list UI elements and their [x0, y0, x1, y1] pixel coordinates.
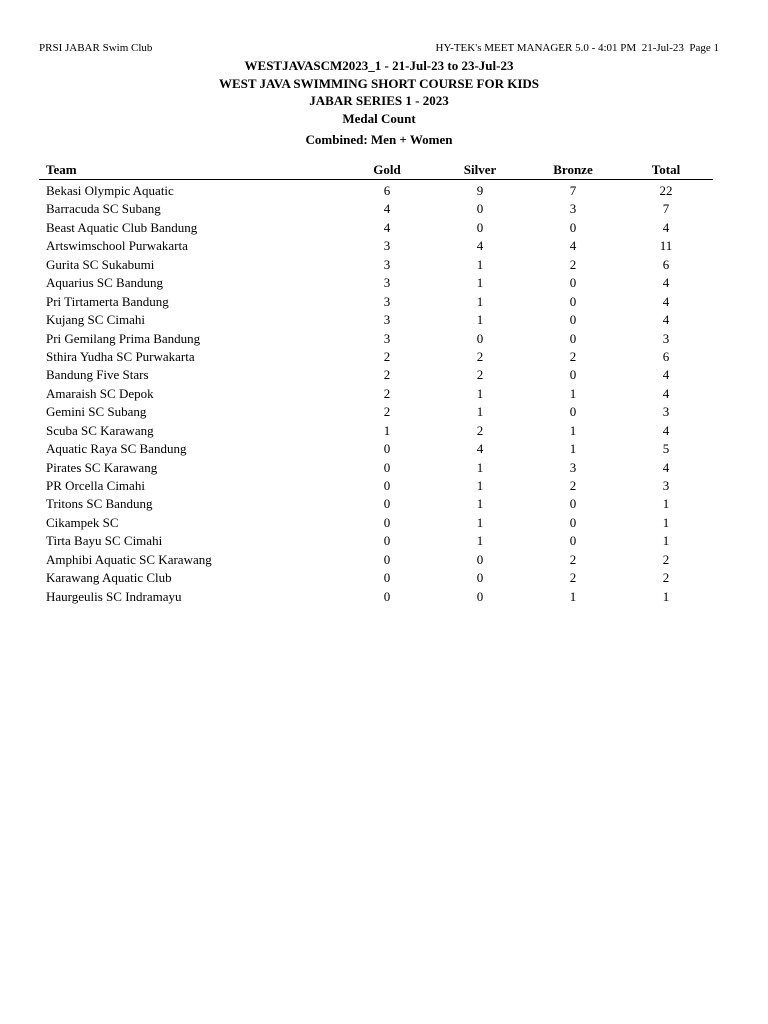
- total-count: 3: [662, 478, 670, 493]
- team-name: Beast Aquatic Club Bandung: [46, 219, 198, 235]
- gold-count: 0: [383, 533, 391, 549]
- team-name: Bekasi Olympic Aquatic: [46, 183, 174, 198]
- silver-count: 9: [476, 183, 484, 198]
- gold-count: 3: [383, 238, 391, 254]
- bronze-count: 0: [569, 330, 577, 346]
- table-row: [0, 274, 768, 292]
- team-name: Amphibi Aquatic SC Karawang: [46, 551, 212, 567]
- total-count: 3: [662, 330, 670, 346]
- bronze-count: 0: [569, 219, 577, 235]
- total-count: 4: [662, 367, 670, 383]
- total-count: 1: [662, 496, 670, 512]
- column-header-team: Team: [46, 162, 77, 177]
- total-count: 2: [662, 551, 670, 567]
- silver-count: 0: [476, 201, 484, 217]
- silver-count: 1: [476, 404, 484, 420]
- silver-count: 1: [476, 256, 484, 272]
- total-count: 22: [659, 183, 673, 198]
- table-row: [0, 459, 768, 477]
- team-name: Pri Gemilang Prima Bandung: [46, 330, 201, 346]
- bronze-count: 1: [569, 588, 577, 604]
- gold-count: 0: [383, 459, 391, 475]
- table-row: [0, 532, 768, 550]
- total-count: 4: [662, 312, 670, 328]
- silver-count: 1: [476, 293, 484, 309]
- team-name: Tritons SC Bandung: [46, 496, 153, 512]
- gold-count: 1: [383, 422, 391, 438]
- table-row: [0, 588, 768, 606]
- gold-count: 3: [383, 275, 391, 291]
- table-row: [0, 440, 768, 458]
- bronze-count: 0: [569, 275, 577, 291]
- silver-count: 1: [476, 275, 484, 291]
- silver-count: 1: [476, 312, 484, 328]
- gold-count: 2: [383, 348, 391, 364]
- bronze-count: 0: [569, 404, 577, 420]
- table-row: [0, 237, 768, 255]
- gold-count: 0: [383, 570, 391, 586]
- team-name: Gemini SC Subang: [46, 404, 147, 420]
- silver-count: 0: [476, 219, 484, 235]
- table-row: [0, 219, 768, 237]
- silver-count: 0: [476, 588, 484, 604]
- total-count: 1: [662, 514, 670, 530]
- gold-count: 4: [383, 201, 391, 217]
- table-row: [0, 256, 768, 274]
- bronze-count: 1: [569, 422, 577, 438]
- bronze-count: 0: [569, 514, 577, 530]
- silver-count: 1: [476, 478, 484, 493]
- team-name: Bandung Five Stars: [46, 367, 149, 383]
- column-header-gold: Gold: [373, 162, 401, 177]
- team-name: Cikampek SC: [46, 514, 119, 530]
- gold-count: 4: [383, 219, 391, 235]
- table-row: [0, 551, 768, 569]
- report-title-block: [0, 57, 758, 127]
- total-count: 3: [662, 404, 670, 420]
- gold-count: 2: [383, 404, 391, 420]
- report-software-timestamp: HY-TEK's MEET MANAGER 5.0 - 4:01 PM 21-Jul-23 Page 1: [435, 42, 719, 54]
- gold-count: 3: [383, 312, 391, 328]
- medal-table: [0, 182, 768, 606]
- silver-count: 1: [476, 385, 484, 401]
- total-count: 4: [662, 293, 670, 309]
- team-name: Scuba SC Karawang: [46, 422, 154, 438]
- silver-count: 4: [476, 441, 484, 457]
- bronze-count: 2: [569, 348, 577, 364]
- report-club-name: PRSI JABAR Swim Club: [39, 42, 153, 54]
- total-count: 4: [662, 459, 670, 475]
- gold-count: 0: [383, 514, 391, 530]
- silver-count: 1: [476, 459, 484, 475]
- table-row: [0, 514, 768, 532]
- total-count: 1: [662, 588, 670, 604]
- total-count: 2: [662, 570, 670, 586]
- bronze-count: 7: [569, 183, 577, 198]
- table-row: [0, 385, 768, 403]
- silver-count: 0: [476, 551, 484, 567]
- meet-name: WEST JAVA SWIMMING SHORT COURSE FOR KIDS: [218, 75, 540, 91]
- team-name: Gurita SC Sukabumi: [46, 256, 155, 272]
- table-row: [0, 366, 768, 384]
- column-header-total: Total: [651, 162, 681, 177]
- gold-count: 3: [383, 256, 391, 272]
- table-row: [0, 311, 768, 329]
- team-name: Aquatic Raya SC Bandung: [46, 441, 187, 457]
- gold-count: 6: [383, 183, 391, 198]
- bronze-count: 2: [569, 478, 577, 493]
- gold-count: 0: [383, 551, 391, 567]
- table-row: [0, 293, 768, 311]
- table-row: [0, 403, 768, 421]
- team-name: Artswimschool Purwakarta: [46, 238, 188, 254]
- bronze-count: 4: [569, 238, 577, 254]
- series-name: JABAR SERIES 1 - 2023: [309, 93, 449, 108]
- bronze-count: 0: [569, 367, 577, 383]
- gold-count: 0: [383, 588, 391, 604]
- bronze-count: 2: [569, 551, 577, 567]
- total-count: 6: [662, 256, 670, 272]
- total-count: 11: [659, 238, 673, 254]
- team-name: Sthira Yudha SC Purwakarta: [46, 348, 195, 364]
- team-name: Aquarius SC Bandung: [46, 275, 163, 291]
- team-name: Amaraish SC Depok: [46, 385, 154, 401]
- table-row: [0, 477, 768, 495]
- silver-count: 2: [476, 348, 484, 364]
- table-row: [0, 348, 768, 366]
- silver-count: 1: [476, 533, 484, 549]
- bronze-count: 0: [569, 293, 577, 309]
- table-row: [0, 182, 768, 200]
- table-row: [0, 200, 768, 218]
- meet-id-dates: WESTJAVASCM2023_1 - 21-Jul-23 to 23-Jul-23: [244, 58, 514, 73]
- gold-count: 3: [383, 330, 391, 346]
- silver-count: 0: [476, 330, 484, 346]
- table-row: [0, 495, 768, 513]
- total-count: 4: [662, 275, 670, 291]
- bronze-count: 1: [569, 385, 577, 401]
- header-divider: [39, 179, 713, 180]
- table-row: [0, 330, 768, 348]
- bronze-count: 0: [569, 312, 577, 328]
- team-name: Pirates SC Karawang: [46, 459, 158, 475]
- gold-count: 3: [383, 293, 391, 309]
- team-name: Barracuda SC Subang: [46, 201, 161, 217]
- silver-count: 2: [476, 422, 484, 438]
- gold-count: 0: [383, 496, 391, 512]
- team-name: Pri Tirtamerta Bandung: [46, 293, 169, 309]
- silver-count: 1: [476, 514, 484, 530]
- silver-count: 4: [476, 238, 484, 254]
- bronze-count: 2: [569, 256, 577, 272]
- table-row: [0, 569, 768, 587]
- column-header-bronze: Bronze: [553, 162, 593, 177]
- gold-count: 2: [383, 385, 391, 401]
- bronze-count: 0: [569, 496, 577, 512]
- bronze-count: 0: [569, 533, 577, 549]
- total-count: 1: [662, 533, 670, 549]
- total-count: 4: [662, 385, 670, 401]
- report-type: Medal Count: [342, 110, 416, 126]
- report-subtitle: Combined: Men + Women: [305, 132, 453, 147]
- total-count: 4: [662, 219, 670, 235]
- team-name: Kujang SC Cimahi: [46, 312, 145, 328]
- gold-count: 2: [383, 367, 391, 383]
- bronze-count: 2: [569, 570, 577, 586]
- silver-count: 1: [476, 496, 484, 512]
- silver-count: 2: [476, 367, 484, 383]
- total-count: 7: [662, 201, 670, 217]
- gold-count: 0: [383, 478, 391, 493]
- total-count: 5: [662, 441, 670, 457]
- total-count: 6: [662, 348, 670, 364]
- total-count: 4: [662, 422, 670, 438]
- gold-count: 0: [383, 441, 391, 457]
- team-name: PR Orcella Cimahi: [46, 478, 145, 493]
- column-header-silver: Silver: [463, 162, 497, 177]
- bronze-count: 3: [569, 459, 577, 475]
- team-name: Karawang Aquatic Club: [46, 570, 172, 586]
- table-row: [0, 422, 768, 440]
- silver-count: 0: [476, 570, 484, 586]
- bronze-count: 1: [569, 441, 577, 457]
- team-name: Tirta Bayu SC Cimahi: [46, 533, 163, 549]
- bronze-count: 3: [569, 201, 577, 217]
- team-name: Haurgeulis SC Indramayu: [46, 588, 182, 604]
